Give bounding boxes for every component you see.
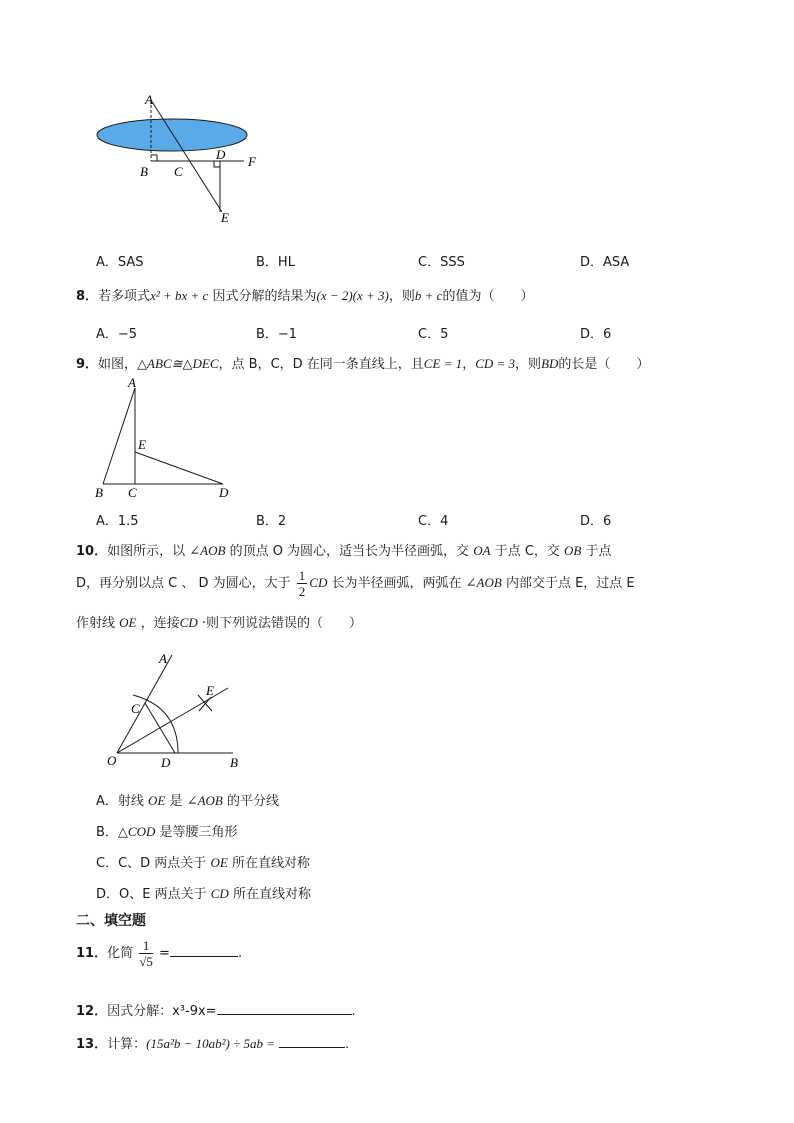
q10-oa-b: 是 [169, 794, 183, 809]
label-d: D [216, 147, 226, 162]
q9-option-a[interactable]: A．1.5 [96, 514, 139, 529]
q13-answer-blank[interactable] [279, 1047, 345, 1048]
q8-stem [76, 285, 533, 304]
q10-figure [100, 645, 250, 775]
q8-text-4: 的值为（ ） [442, 289, 534, 304]
q9-text-5: 的长是（ ） [558, 357, 650, 372]
q10-oc-b: 所在直线对称 [231, 856, 310, 871]
q13-period: . [345, 1037, 350, 1052]
q9-text-1: 如图， [98, 357, 138, 372]
label-b: B [95, 485, 103, 500]
q10-l1-b: 的顶点 O 为圆心，适当长为半径画弧，交 [229, 544, 470, 559]
q11-answer-blank[interactable] [170, 956, 238, 957]
label-b: B [230, 755, 238, 770]
q11-fraction [139, 938, 153, 969]
q11-frac-den: √5 [139, 954, 153, 969]
q11-number: 11． [76, 946, 108, 961]
q8-text-3: ，则 [388, 289, 415, 304]
q12-stem [76, 1000, 356, 1019]
q10-od-m1: CD [210, 886, 229, 901]
q10-ob-m1: △COD [117, 824, 156, 839]
q9-text-4: ，则 [515, 357, 542, 372]
q10-oa-a: A．射线 [96, 794, 144, 809]
q11-text-1: 化简 [107, 946, 134, 961]
q13-expression: (15a²b − 10ab²) ÷ 5ab = [146, 1036, 275, 1051]
q8-bc: b + c [414, 288, 443, 303]
q13-number: 13． [76, 1037, 108, 1052]
q7-option-d[interactable]: D．ASA [580, 255, 630, 270]
q10-l2-a: D，再分别以点 C 、 D 为圆心，大于 [76, 576, 291, 591]
q10-od-a: D．O、E 两点关于 [96, 887, 207, 902]
q10-l3-oe: OE [119, 615, 137, 630]
q10-stem-line-1 [76, 540, 612, 559]
q10-stem-line-3 [76, 612, 362, 631]
q10-oa-m1: OE [148, 793, 166, 808]
label-e: E [206, 683, 214, 698]
q10-number: 10． [76, 544, 108, 559]
segment-ed [135, 452, 223, 484]
right-angle-b [151, 155, 157, 161]
q10-l2-c: 内部交于点 E，过点 E [505, 576, 635, 591]
q9-number: 9． [76, 357, 99, 372]
label-a: A [145, 92, 153, 107]
q8-option-a[interactable]: A．−5 [96, 327, 138, 342]
label-d: D [161, 755, 171, 770]
q11-period: . [237, 946, 243, 961]
q10-half-fraction [297, 568, 308, 599]
q10-l1-angle: ∠AOB [189, 543, 226, 558]
q10-oc-a: C．C、D 两点关于 [96, 856, 207, 871]
q8-polynomial: x² + bx + c [150, 288, 209, 303]
label-c: C [174, 164, 183, 179]
q10-l1-d: 于点 [585, 544, 612, 559]
q8-text-2: 因式分解的结果为 [212, 289, 317, 304]
q10-ob-b: 是等腰三角形 [159, 825, 238, 840]
q10-half-num: 1 [298, 568, 306, 583]
q10-l2-angle: ∠AOB [465, 575, 502, 590]
q9-ce: CE = 1 [423, 356, 463, 371]
label-c: C [128, 485, 137, 500]
label-c: C [131, 701, 140, 716]
q10-l1-a: 如图所示，以 [107, 544, 186, 559]
q7-figure [90, 88, 270, 228]
q12-answer-blank[interactable] [217, 1014, 352, 1015]
q9-congruence: △ABC≅△DEC [137, 356, 219, 371]
q13-text-1: 计算： [107, 1037, 147, 1052]
q10-stem-line-2 [76, 568, 635, 599]
q9-bd: BD [541, 356, 559, 371]
q11-equals: = [159, 946, 170, 961]
q10-l2-b: 长为半径画弧，两弧在 [331, 576, 462, 591]
label-e: E [221, 210, 229, 225]
q9-text-2: ，点 B，C，D 在同一条直线上，且 [218, 357, 424, 372]
q8-option-c[interactable]: C．5 [418, 327, 449, 342]
q9-stem [76, 353, 649, 372]
q10-l2-cd: CD [309, 575, 328, 590]
label-a: A [128, 376, 136, 390]
q12-text-1: 因式分解：x³-9x= [107, 1004, 217, 1019]
q10-oc-m1: OE [210, 855, 228, 870]
q10-l3-c: ·则下列说法错误的（ ） [201, 616, 362, 631]
segment-cd [145, 703, 175, 753]
q10-l3-cd: CD [179, 615, 198, 630]
q10-l1-ob: OB [564, 543, 582, 558]
q13-stem [76, 1033, 349, 1052]
q7-option-a[interactable]: A．SAS [96, 255, 144, 270]
label-f: F [248, 154, 256, 169]
q9-text-3: ， [462, 357, 476, 372]
q10-l3-a: 作射线 [76, 616, 116, 631]
q12-period: . [351, 1004, 356, 1019]
q8-option-d[interactable]: D．6 [580, 327, 612, 342]
q10-option-c[interactable] [96, 852, 310, 871]
q9-option-b[interactable]: B．2 [256, 514, 287, 529]
q11-frac-num: 1 [139, 938, 153, 954]
q10-half-den: 2 [298, 584, 306, 599]
label-b: B [140, 164, 148, 179]
segment-ae [151, 100, 222, 212]
q8-factors: (x − 2)(x + 3) [316, 288, 389, 303]
q10-oa-m2: ∠AOB [186, 793, 223, 808]
q10-l3-b: ，连接 [140, 616, 180, 631]
q10-ob-a: B． [96, 825, 118, 840]
q8-number: 8． [76, 289, 99, 304]
q9-cd: CD = 3 [475, 356, 516, 371]
segment-ab [103, 388, 135, 484]
q10-od-b: 所在直线对称 [232, 887, 311, 902]
q10-option-a[interactable] [96, 790, 279, 809]
q8-option-b[interactable]: B．−1 [256, 327, 298, 342]
q10-option-d[interactable] [96, 883, 311, 902]
q8-text-1: 若多项式 [98, 289, 151, 304]
q10-l1-c: 于点 C，交 [494, 544, 560, 559]
q9-option-c[interactable]: C．4 [418, 514, 449, 529]
label-a: A [159, 651, 167, 666]
section-title: 二、填空题 [76, 913, 146, 929]
q7-option-c[interactable]: C．SSS [418, 255, 465, 270]
label-o: O [107, 753, 117, 768]
compass-arc [133, 695, 178, 753]
q9-option-d[interactable]: D．6 [580, 514, 612, 529]
label-d: D [219, 485, 229, 500]
q10-option-b[interactable] [96, 821, 238, 840]
label-e: E [138, 437, 146, 452]
q11-stem [76, 938, 242, 969]
q10-oa-c: 的平分线 [227, 794, 280, 809]
q9-figure [88, 376, 248, 504]
q10-l1-oa: OA [473, 543, 491, 558]
q12-number: 12． [76, 1004, 108, 1019]
q7-option-b[interactable]: B．HL [256, 255, 295, 270]
ray-oa [117, 655, 172, 753]
